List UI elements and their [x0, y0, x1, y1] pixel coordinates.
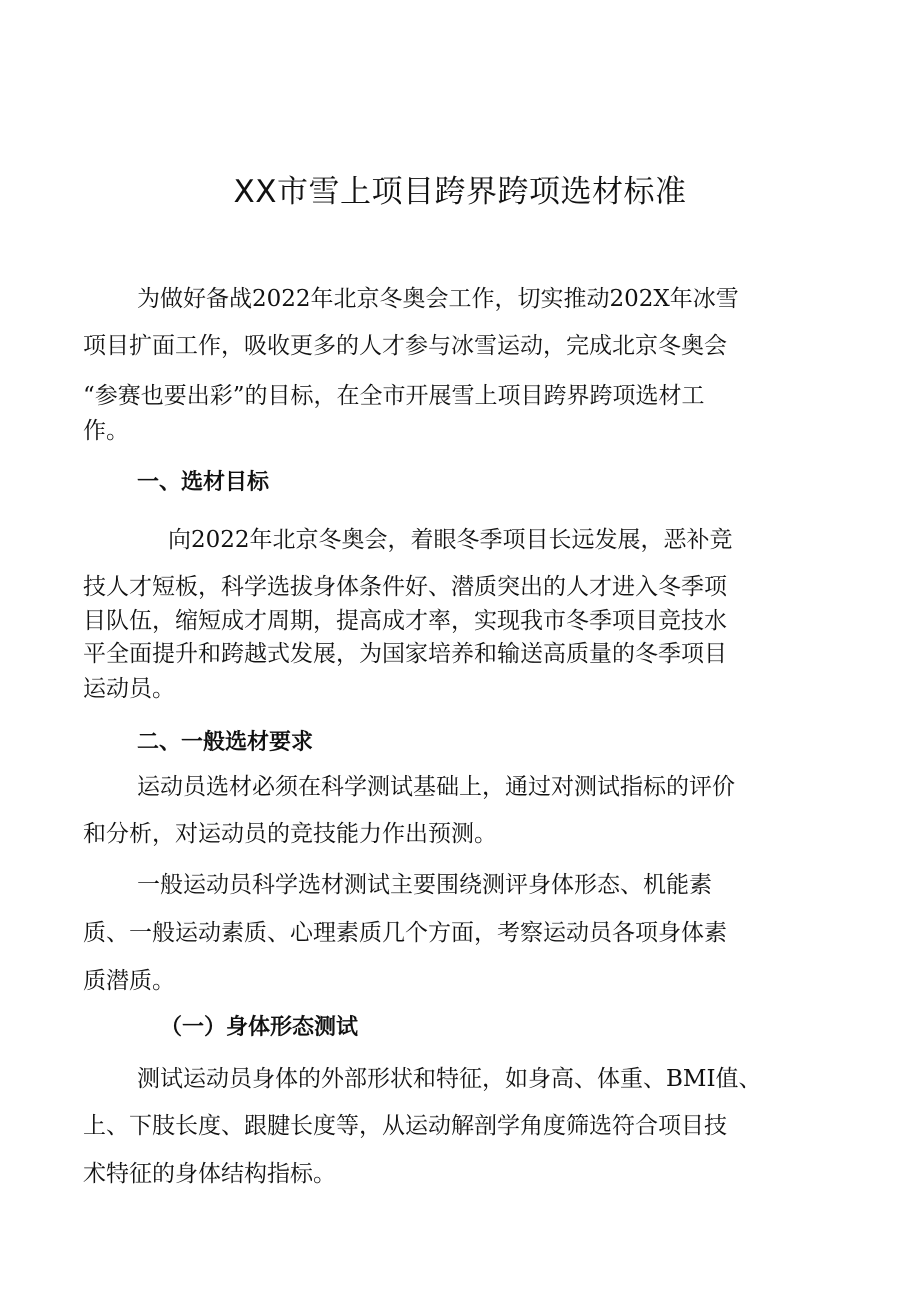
section2-line: 术特征的身体结构指标。: [83, 1161, 336, 1187]
section1-line: 技人才短板，科学选拔身体条件好、潜质突出的人才进入冬季项: [83, 574, 727, 600]
section-heading: 一、选材目标: [137, 470, 270, 495]
section2-line: 质潜质。: [83, 968, 175, 994]
section2-line: 上、下肢长度、跟腱长度等，从运动解剖学角度筛选符合项目技: [83, 1113, 727, 1139]
section1-line: 平全面提升和跨越式发展，为国家培养和输送高质量的冬季项目: [83, 641, 727, 667]
section2-line: 运动员选材必须在科学测试基础上，通过对测试指标的评价: [137, 774, 735, 800]
section-heading: 二、一般选材要求: [137, 730, 314, 755]
section2-line: 测试运动员身体的外部形状和特征，如身高、体重、BMI值、: [137, 1066, 762, 1092]
document-title: XX市雪上项目跨界跨项选材标准: [233, 174, 687, 210]
section1-line: 目队伍，缩短成才周期，提高成才率，实现我市冬季项目竞技水: [83, 608, 727, 634]
section2-line: 一般运动员科学选材测试主要围绕测评身体形态、机能素: [137, 872, 712, 898]
intro-line: 为做好备战2022年北京冬奥会工作，切实推动202X年冰雪: [137, 286, 739, 312]
section2-line: 和分析，对运动员的竞技能力作出预测。: [83, 821, 497, 847]
intro-line: “参赛也要出彩”的目标，在全市开展雪上项目跨界跨项选材工: [83, 383, 705, 409]
intro-line: 项目扩面工作，吸收更多的人才参与冰雪运动，完成北京冬奥会: [83, 333, 727, 359]
section2-line: 质、一般运动素质、心理素质几个方面，考察运动员各项身体素: [83, 920, 727, 946]
subsection-heading: （一）身体形态测试: [160, 1015, 359, 1040]
section1-line: 向2022年北京冬奥会，着眼冬季项目长远发展，恶补竞: [168, 527, 733, 553]
section1-line: 运动员。: [83, 676, 175, 702]
intro-line: 作。: [83, 418, 129, 444]
